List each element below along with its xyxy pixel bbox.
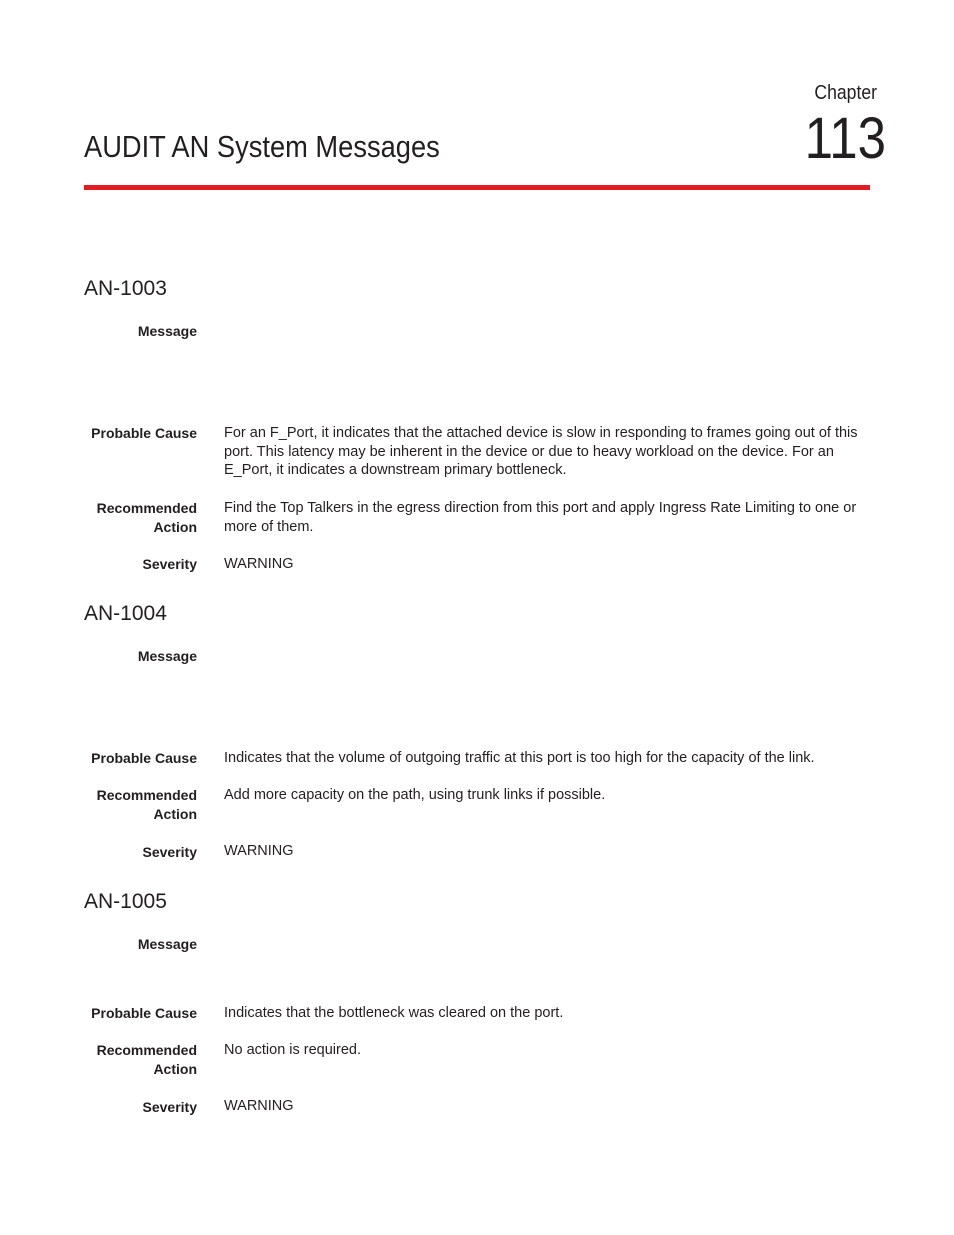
- chapter-number: 113: [804, 106, 886, 171]
- message-label: Message: [137, 323, 197, 339]
- section-heading-an-1003: AN-1003: [84, 277, 167, 300]
- probable-cause-label: Probable Cause: [91, 750, 197, 766]
- recommended-action-text: No action is required.: [224, 1042, 362, 1058]
- severity-label: Severity: [142, 844, 197, 860]
- chapter-label: Chapter: [814, 82, 877, 104]
- probable-cause-label: Probable Cause: [91, 425, 197, 441]
- probable-cause-text: Indicates that the bottleneck was cleared on the port.: [224, 1005, 564, 1021]
- message-label: Message: [137, 648, 197, 664]
- probable-cause-text: For an F_Port, it indicates that the attached device is slow in responding to frames going out of this port. This latency may be inherent in the device or due to heavy workload on the device. For an E_Port, it indicates a downstream primary bottleneck.: [224, 425, 858, 478]
- section-heading-an-1005: AN-1005: [84, 890, 167, 913]
- recommended-label-line: Recommended: [96, 787, 197, 803]
- severity-value: WARNING: [224, 556, 294, 572]
- section-heading-an-1004: AN-1004: [84, 602, 167, 625]
- message-label: Message: [137, 936, 197, 952]
- page-title: AUDIT AN System Messages: [84, 129, 440, 164]
- severity-label: Severity: [142, 556, 197, 572]
- recommended-action-label: [60, 499, 197, 537]
- recommended-action-label: [60, 786, 197, 824]
- recommended-action-text: Find the Top Talkers in the egress direction from this port and apply Ingress Rate Limiting to one or more of them.: [224, 500, 857, 535]
- recommended-action-text: Add more capacity on the path, using trunk links if possible.: [224, 787, 606, 803]
- title-rule: [84, 185, 870, 190]
- action-label-line: Action: [153, 519, 197, 535]
- action-label-line: Action: [153, 1061, 197, 1077]
- severity-value: WARNING: [224, 1098, 294, 1114]
- recommended-action-label: [60, 1041, 197, 1079]
- severity-label: Severity: [142, 1099, 197, 1115]
- recommended-label-line: Recommended: [96, 1042, 197, 1058]
- probable-cause-text: Indicates that the volume of outgoing traffic at this port is too high for the capacity of the link.: [224, 750, 815, 766]
- severity-value: WARNING: [224, 843, 294, 859]
- recommended-label-line: Recommended: [96, 500, 197, 516]
- probable-cause-label: Probable Cause: [91, 1005, 197, 1021]
- action-label-line: Action: [153, 806, 197, 822]
